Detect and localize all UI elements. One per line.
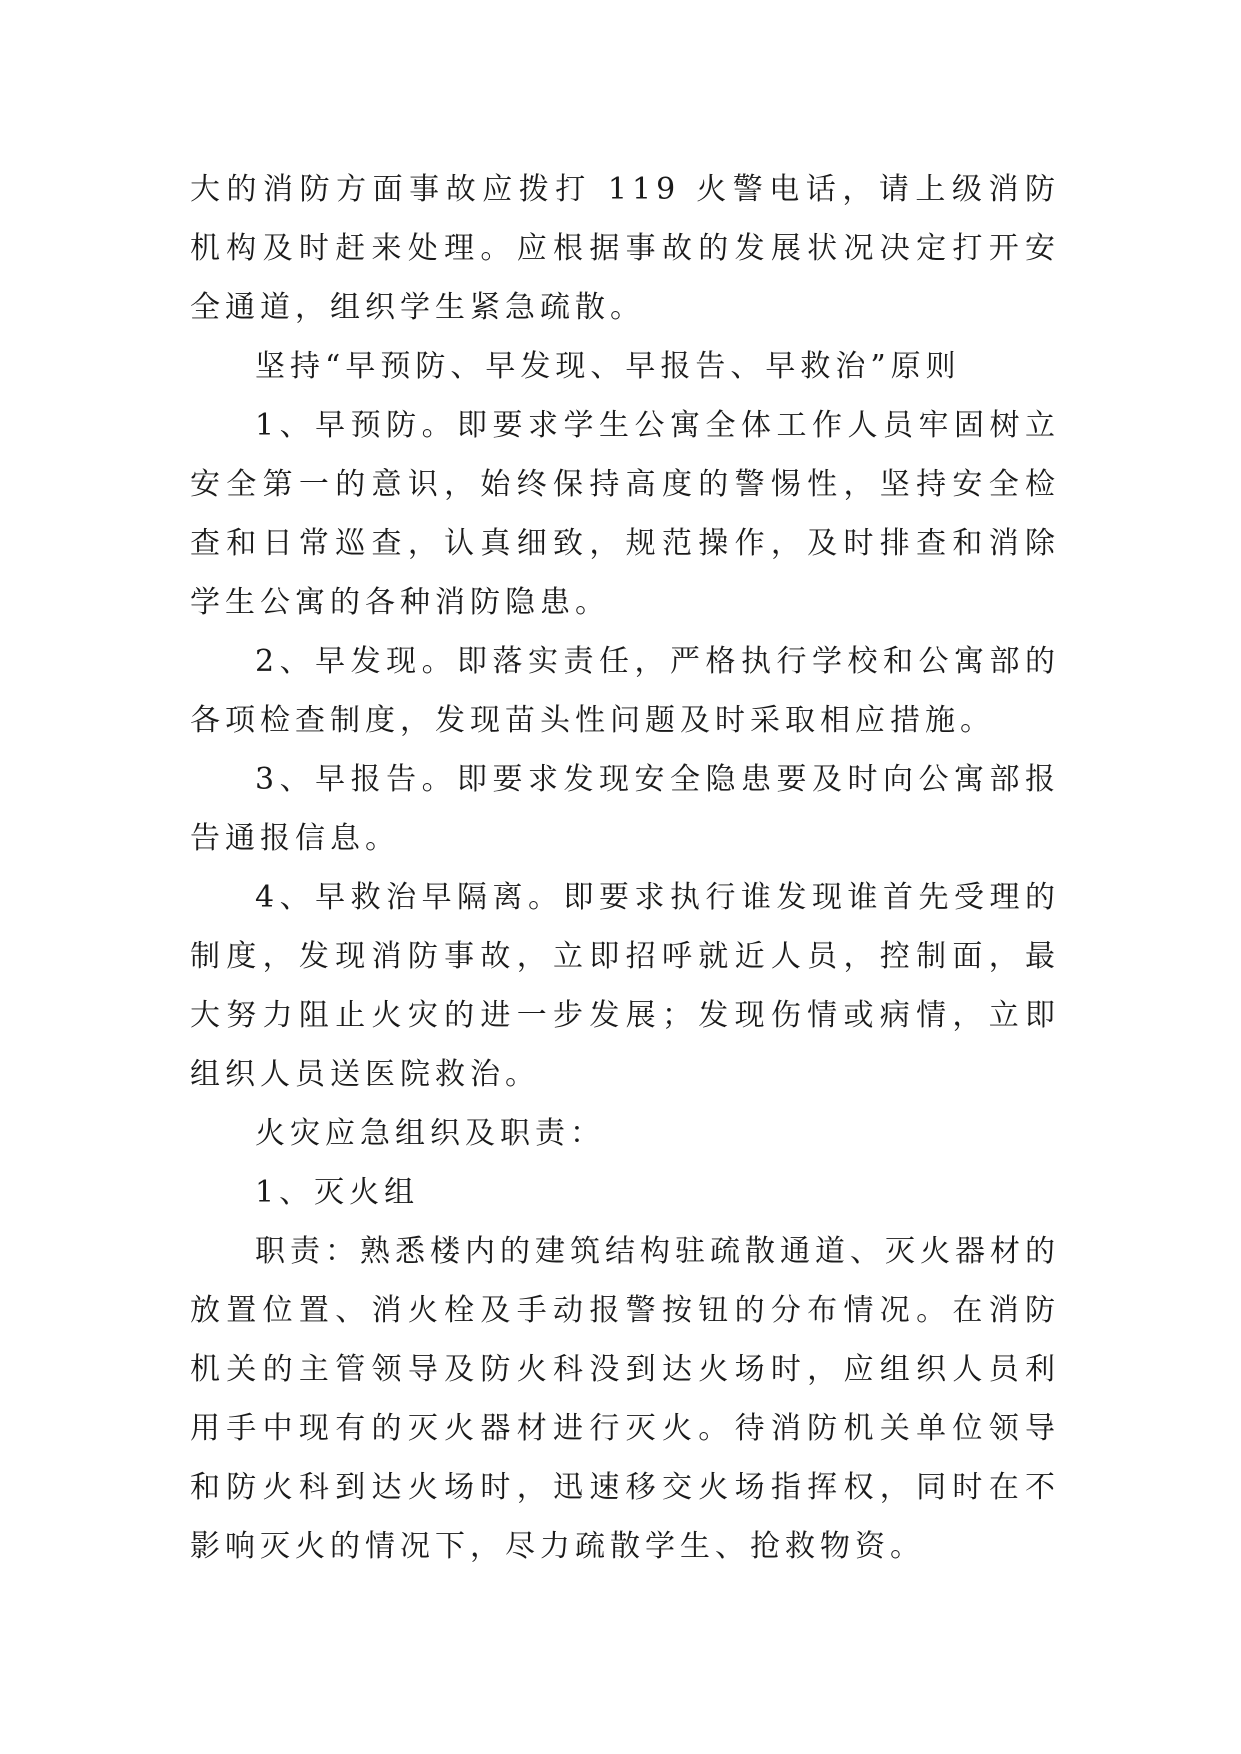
paragraph-principle-heading: 坚持“早预防、早发现、早报告、早救治”原则 — [255, 349, 961, 384]
paragraph-organization-heading: 火灾应急组织及职责： — [255, 1116, 605, 1151]
paragraph-early-report: 3、早报告。即要求发现安全隐患要及时向公寓部报告通报信息。 — [190, 762, 1060, 856]
paragraph-firefighting-group: 1、灭火组 — [255, 1175, 420, 1210]
document-body — [190, 160, 1060, 1576]
paragraph-early-treatment: 4、早救治早隔离。即要求执行谁发现谁首先受理的制度，发现消防事故，立即招呼就近人员，控制面，最大努力阻止火灾的进一步发展；发现伤情或病情，立即组织人员送医院救治。 — [190, 880, 1060, 1092]
paragraph-emergency-call: 大的消防方面事故应拨打 119 火警电话，请上级消防机构及时赶来处理。应根据事故的发展状况决定打开安全通道，组织学生紧急疏散。 — [190, 172, 1060, 325]
paragraph-early-prevention: 1、早预防。即要求学生公寓全体工作人员牢固树立安全第一的意识，始终保持高度的警惕性，坚持安全检查和日常巡查，认真细致，规范操作，及时排查和消除学生公寓的各种消防隐患。 — [190, 408, 1060, 620]
paragraph-early-detection: 2、早发现。即落实责任，严格执行学校和公寓部的各项检查制度，发现苗头性问题及时采取相应措施。 — [190, 644, 1060, 738]
paragraph-duties: 职责：熟悉楼内的建筑结构驻疏散通道、灭火器材的放置位置、消火栓及手动报警按钮的分布情况。在消防机关的主管领导及防火科没到达火场时，应组织人员利用手中现有的灭火器材进行灭火。待消防机关单位领导和防火科到达火场时，迅速移交火场指挥权，同时在不影响灭火的情况下，尽力疏散学生、抢救物资。 — [190, 1234, 1060, 1564]
